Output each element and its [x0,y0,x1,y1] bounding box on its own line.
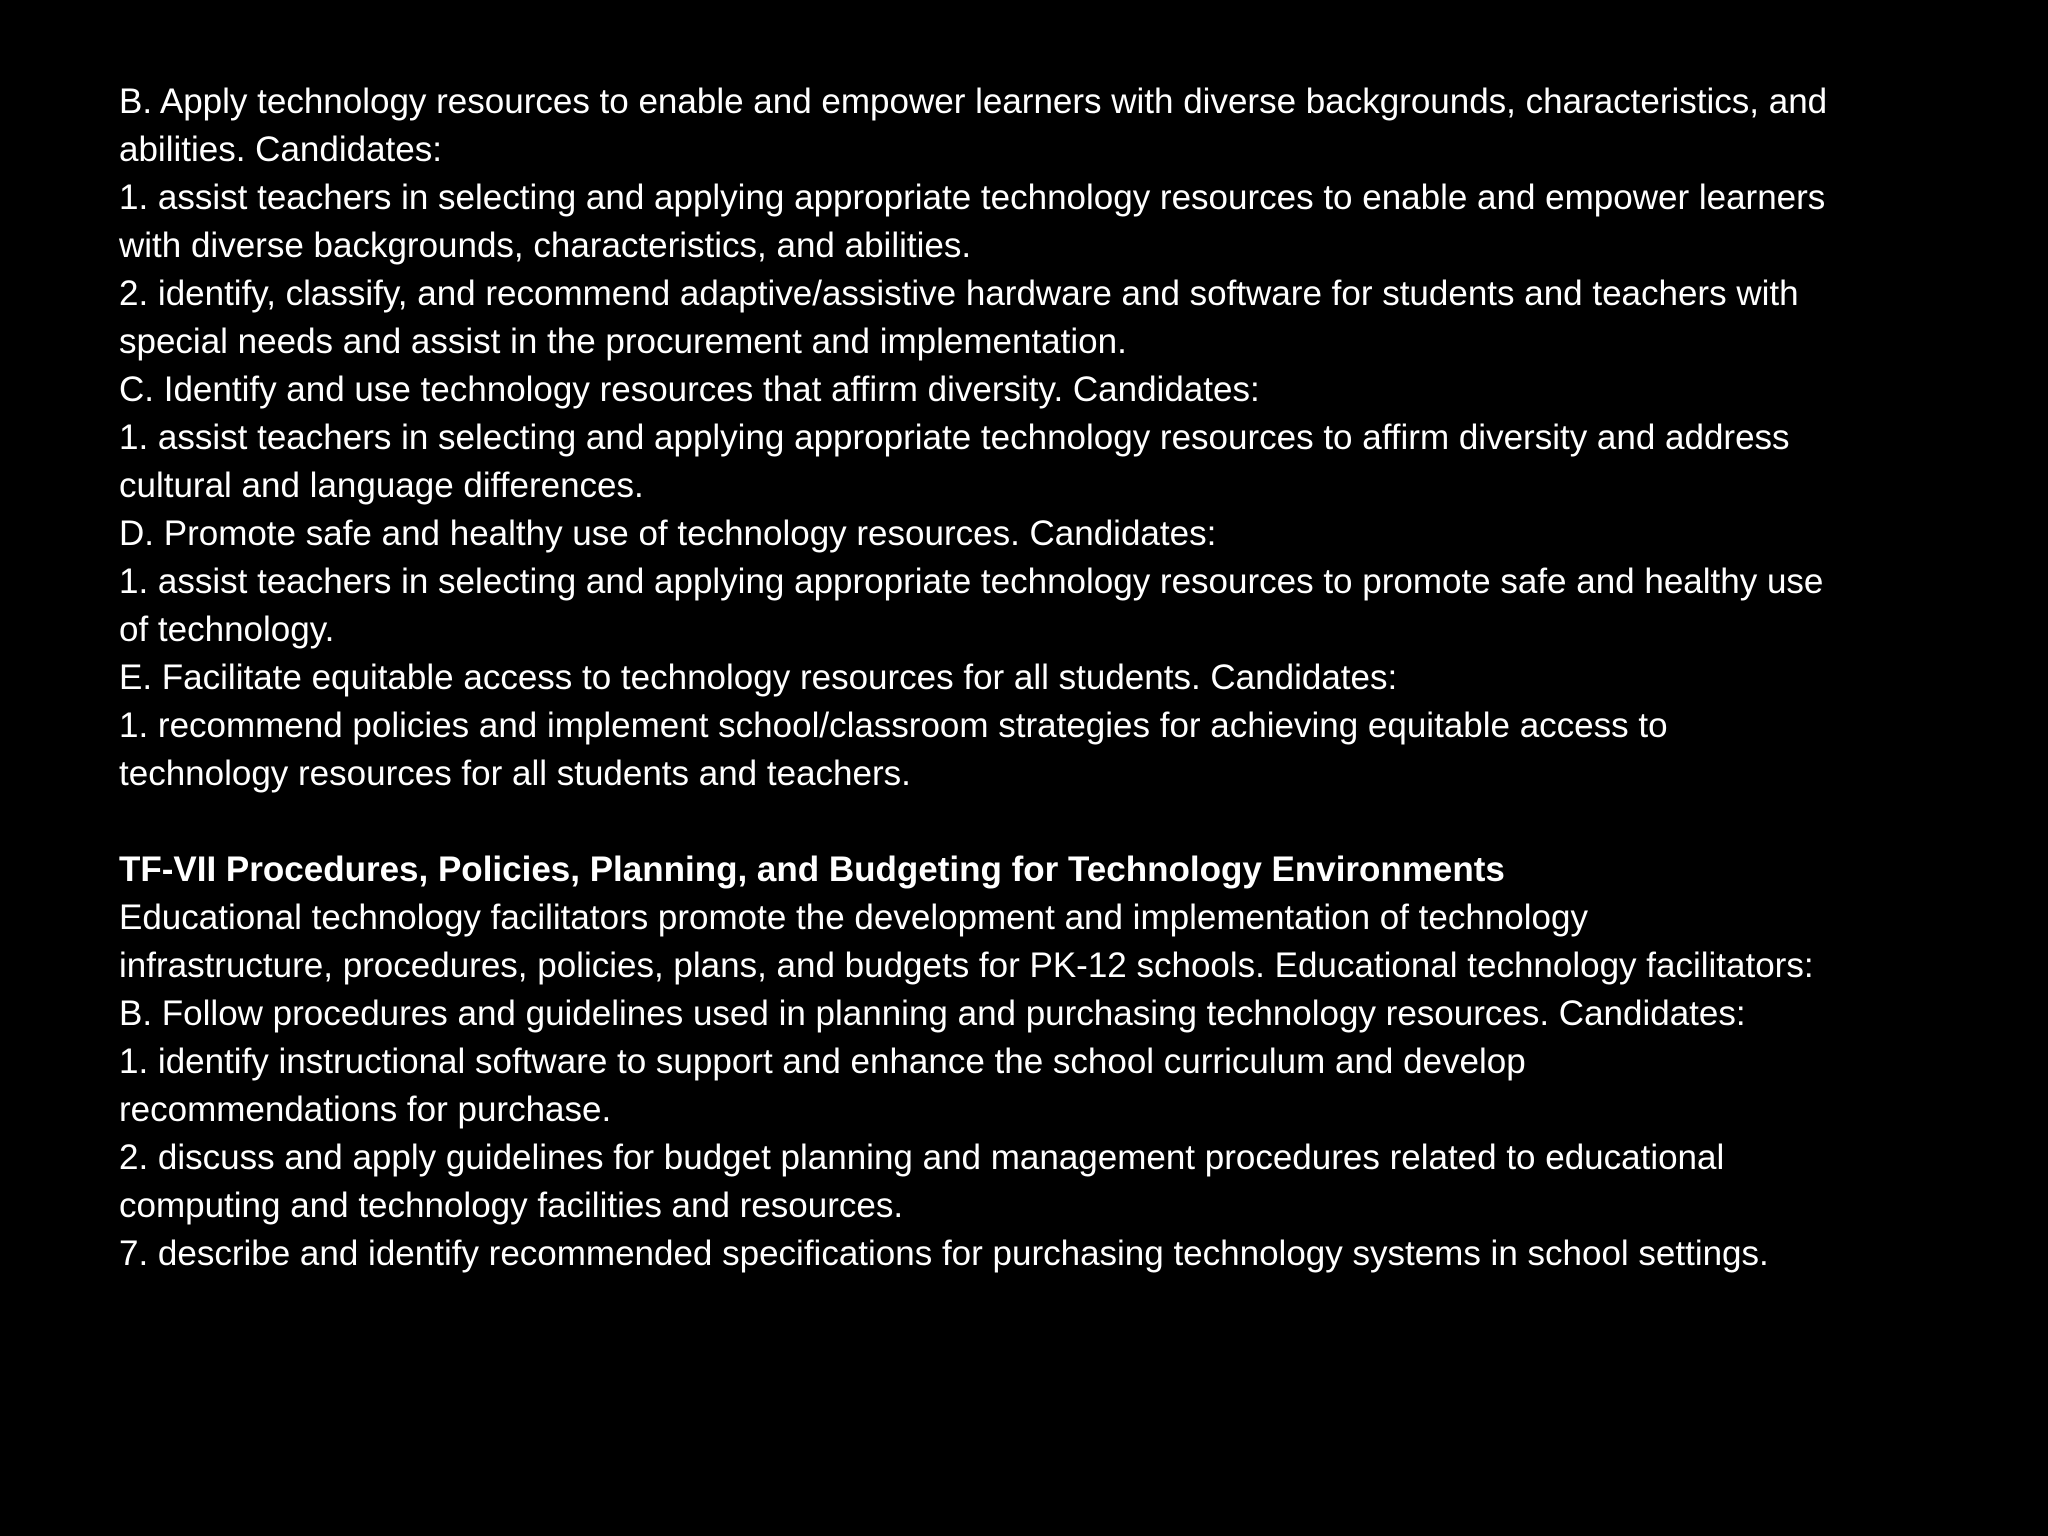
section-heading: TF-VII Procedures, Policies, Planning, and Budgeting for Technology Environments [119,850,1505,889]
text-line: E. Facilitate equitable access to technology resources for all students. Candidates: [119,658,1398,697]
text-line: special needs and assist in the procurement and implementation. [119,322,1127,361]
text-line: D. Promote safe and healthy use of technology resources. Candidates: [119,514,1217,553]
text-line: Educational technology facilitators promote the development and implementation of technology [119,898,1588,937]
text-line: with diverse backgrounds, characteristics, and abilities. [119,226,972,265]
text-line: computing and technology facilities and resources. [119,1186,904,1225]
text-line: 2. identify, classify, and recommend adaptive/assistive hardware and software for students and teachers with [119,274,1799,313]
text-line: cultural and language differences. [119,466,644,505]
text-line: 1. assist teachers in selecting and applying appropriate technology resources to promote safe and healthy use [119,562,1824,601]
text-line: B. Apply technology resources to enable and empower learners with diverse backgrounds, characteristics, and [119,82,1828,121]
text-line: recommendations for purchase. [119,1090,612,1129]
text-line: 1. assist teachers in selecting and applying appropriate technology resources to enable and empower learners [119,178,1826,217]
text-line: C. Identify and use technology resources that affirm diversity. Candidates: [119,370,1260,409]
slide-text-body [119,78,1969,1278]
paragraph-gap [119,798,1969,846]
text-line: 2. discuss and apply guidelines for budget planning and management procedures related to educational [119,1138,1725,1177]
text-line: technology resources for all students and teachers. [119,754,911,793]
text-line: of technology. [119,610,335,649]
text-line: 1. identify instructional software to support and enhance the school curriculum and develop [119,1042,1526,1081]
text-line: abilities. Candidates: [119,130,442,169]
text-line: 7. describe and identify recommended specifications for purchasing technology systems in school settings. [119,1234,1769,1273]
text-line: 1. recommend policies and implement school/classroom strategies for achieving equitable access to [119,706,1668,745]
text-line: 1. assist teachers in selecting and applying appropriate technology resources to affirm diversity and address [119,418,1790,457]
text-line: B. Follow procedures and guidelines used in planning and purchasing technology resources. Candidates: [119,994,1746,1033]
text-line: infrastructure, procedures, policies, plans, and budgets for PK-12 schools. Educational technology facilitators: [119,946,1814,985]
